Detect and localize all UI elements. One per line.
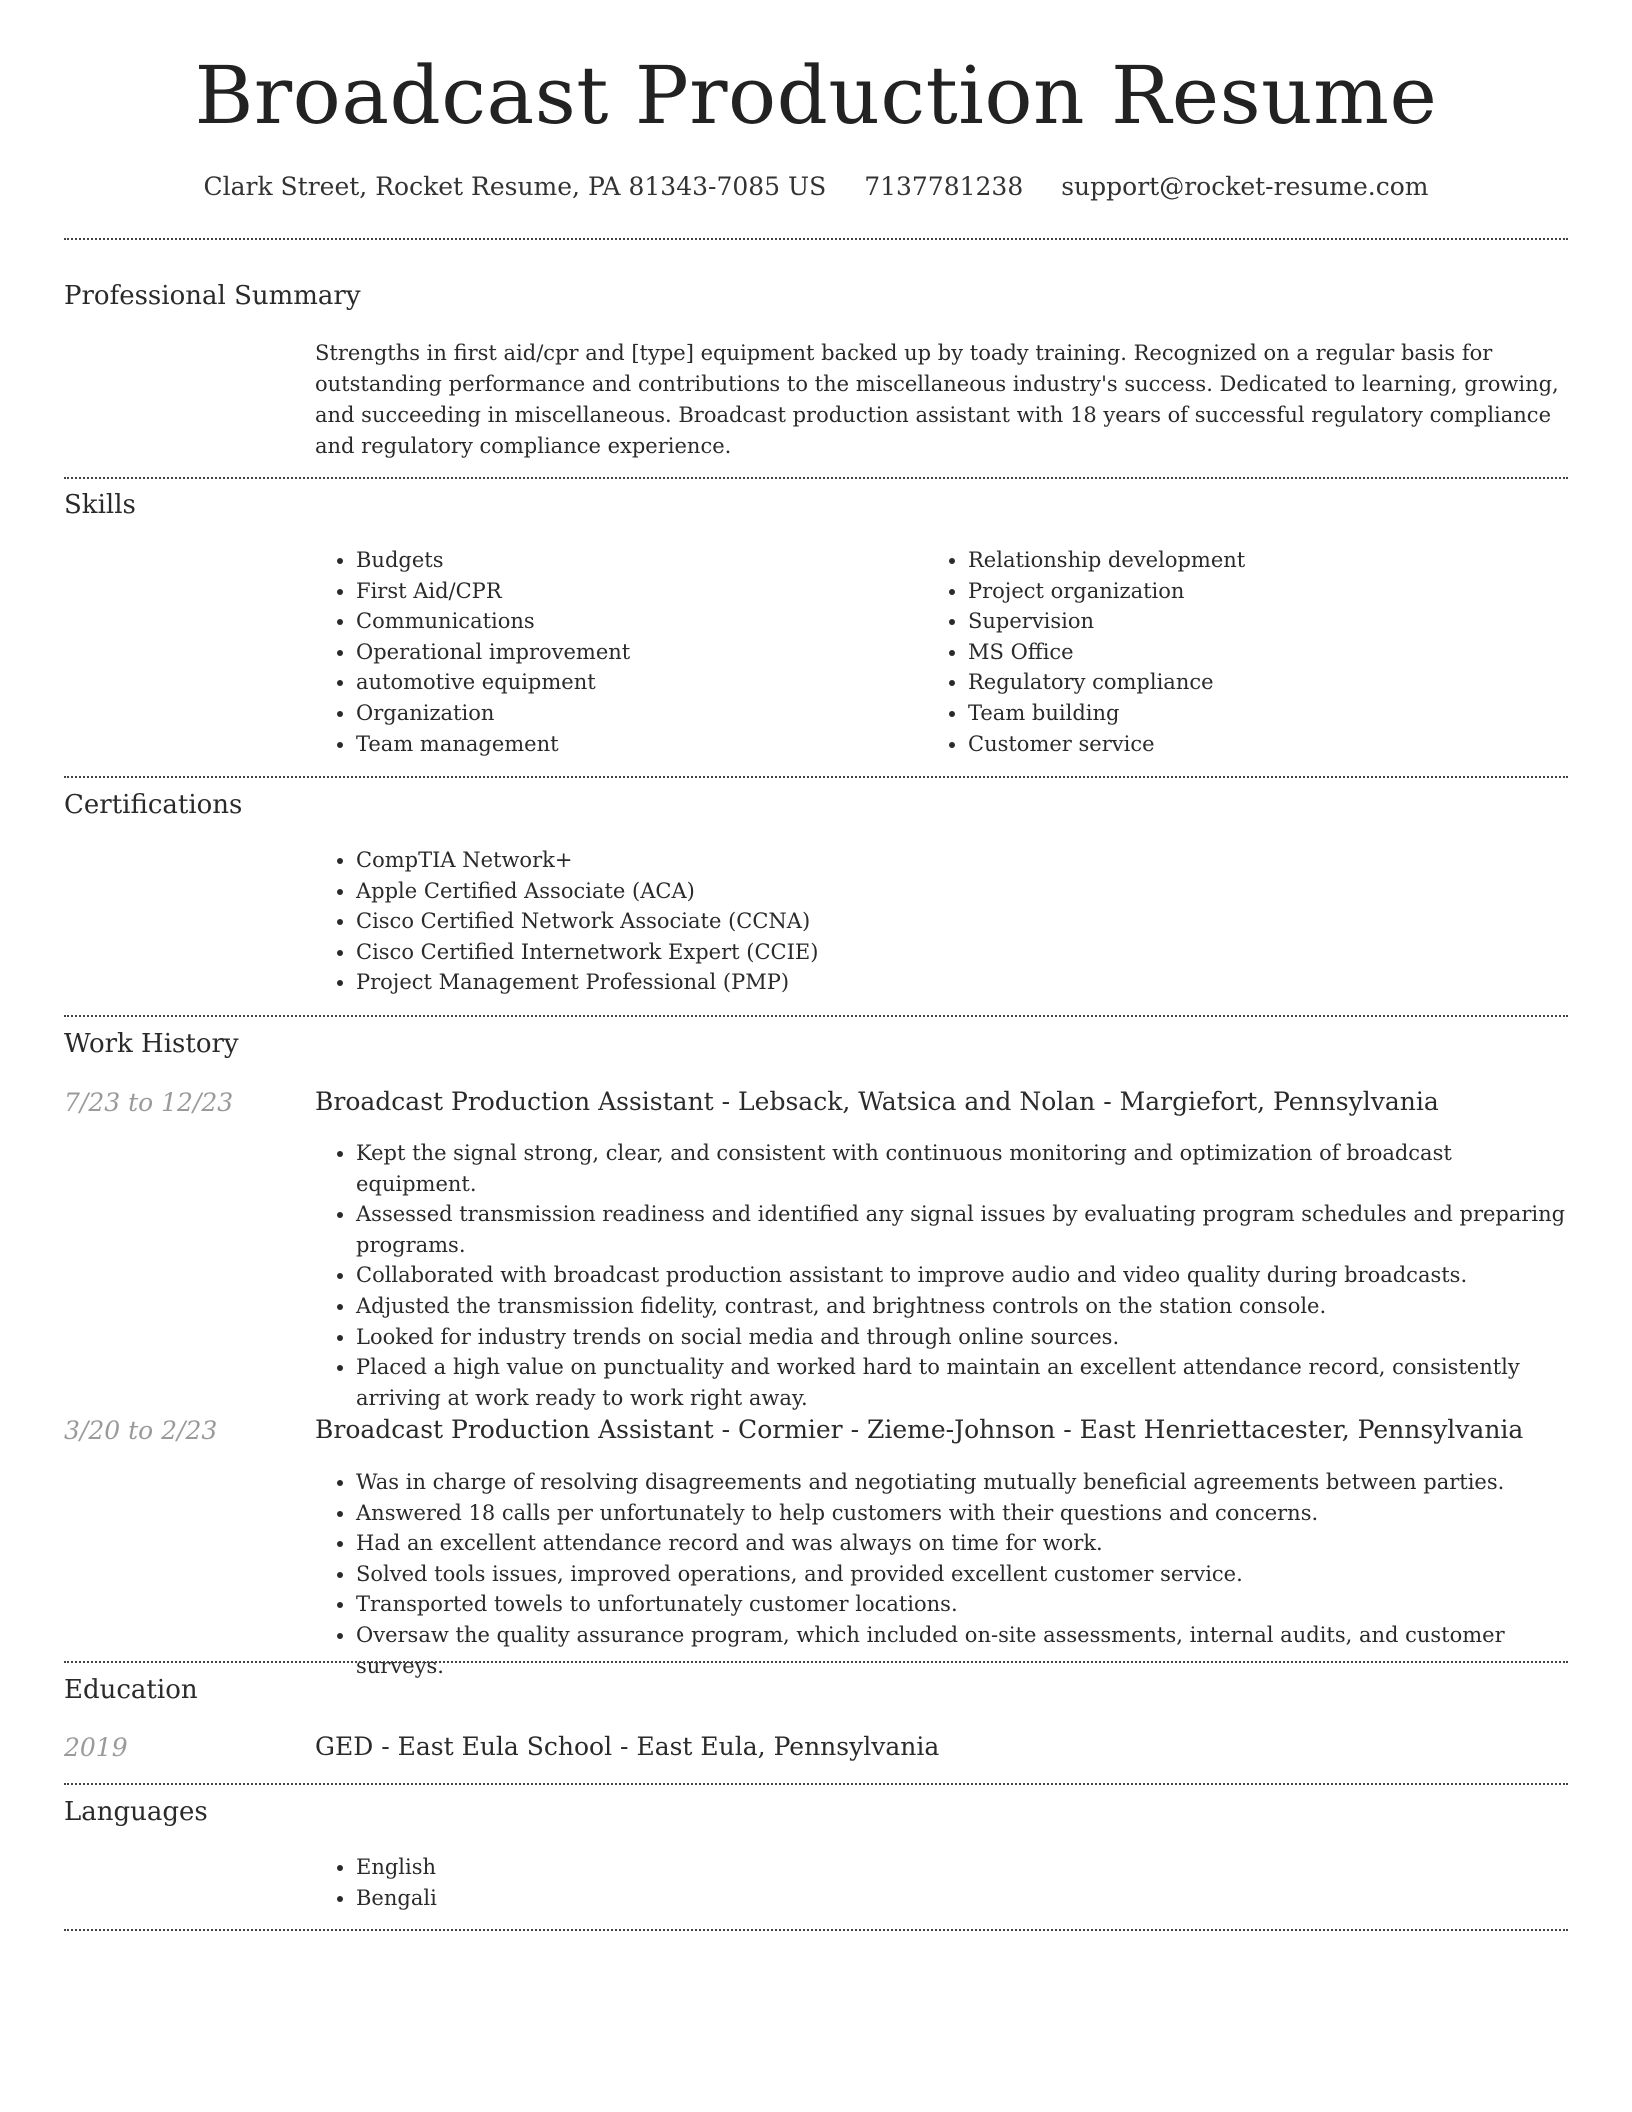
- job-dates: 3/20 to 2/23: [64, 1416, 218, 1445]
- job-title: Broadcast Production Assistant - Lebsack, Watsica and Nolan - Margiefort, Pennsylvania: [315, 1087, 1439, 1116]
- certification-item: • Cisco Certified Network Associate (CCNA): [356, 906, 818, 937]
- divider: [64, 1929, 1568, 1931]
- job-bullet: • Collaborated with broadcast production assistant to improve audio and video quality during broadcasts.: [356, 1260, 1576, 1291]
- job-bullet: • Placed a high value on punctuality and worked hard to maintain an excellent attendance record, consistently arriving at work ready to work right away.: [356, 1352, 1576, 1413]
- skills-list-left: [312, 545, 630, 759]
- languages-list: [312, 1852, 437, 1913]
- skill-item: • Project organization: [968, 576, 1245, 607]
- skill-item: • Team management: [356, 729, 630, 760]
- language-item: • Bengali: [356, 1883, 437, 1914]
- contact-line: [0, 172, 1632, 201]
- skill-item: • Relationship development: [968, 545, 1245, 576]
- contact-address: Clark Street, Rocket Resume, PA 81343-7085 US: [203, 172, 827, 201]
- contact-phone: 7137781238: [864, 172, 1024, 201]
- contact-email[interactable]: support@rocket-resume.com: [1061, 172, 1429, 201]
- certification-item: • Cisco Certified Internetwork Expert (CCIE): [356, 937, 818, 968]
- skill-item: • Operational improvement: [356, 637, 630, 668]
- skill-item: • Supervision: [968, 606, 1245, 637]
- job-bullet: • Transported towels to unfortunately customer locations.: [356, 1589, 1586, 1620]
- skill-item: • First Aid/CPR: [356, 576, 630, 607]
- divider: [64, 477, 1568, 479]
- job-bullet: • Assessed transmission readiness and identified any signal issues by evaluating program schedules and preparing programs.: [356, 1199, 1576, 1260]
- section-title-skills: Skills: [64, 490, 136, 520]
- language-item: • English: [356, 1852, 437, 1883]
- job-bullet: • Was in charge of resolving disagreements and negotiating mutually beneficial agreements between parties.: [356, 1467, 1586, 1498]
- job-bullet: • Answered 18 calls per unfortunately to help customers with their questions and concerns.: [356, 1498, 1586, 1529]
- skill-item: • MS Office: [968, 637, 1245, 668]
- skill-item: • Communications: [356, 606, 630, 637]
- section-title-work-history: Work History: [64, 1029, 239, 1059]
- certifications-list: [312, 845, 818, 998]
- certification-item: • Apple Certified Associate (ACA): [356, 876, 818, 907]
- divider: [64, 1783, 1568, 1785]
- section-title-languages: Languages: [64, 1797, 208, 1827]
- job-bullet: • Solved tools issues, improved operations, and provided excellent customer service.: [356, 1559, 1586, 1590]
- job-bullets: [312, 1138, 1576, 1413]
- certification-item: • CompTIA Network+: [356, 845, 818, 876]
- job-bullet: • Kept the signal strong, clear, and consistent with continuous monitoring and optimization of broadcast equipment.: [356, 1138, 1576, 1199]
- summary-text: Strengths in first aid/cpr and [type] equipment backed up by toady training. Recognized on a regular basis for outstanding performance and contributions to the miscellaneous industry's success. Dedicated to learning, growing, and succeeding in miscellaneous. Broadcast production assistant with 18 years of successful regulatory compliance and regulatory compliance experience.: [315, 341, 1559, 458]
- skills-list-right: [924, 545, 1245, 759]
- job-bullet: • Adjusted the transmission fidelity, contrast, and brightness controls on the station console.: [356, 1291, 1576, 1322]
- section-title-summary: Professional Summary: [64, 281, 361, 311]
- skill-item: • Customer service: [968, 729, 1245, 760]
- divider: [64, 1661, 1568, 1663]
- job-bullets: [312, 1467, 1586, 1681]
- skill-item: • Regulatory compliance: [968, 667, 1245, 698]
- job-dates: 7/23 to 12/23: [64, 1088, 234, 1117]
- skill-item: • Team building: [968, 698, 1245, 729]
- skill-item: • automotive equipment: [356, 667, 630, 698]
- education-year: 2019: [64, 1733, 128, 1762]
- education-entry: GED - East Eula School - East Eula, Pennsylvania: [315, 1732, 940, 1761]
- certification-item: • Project Management Professional (PMP): [356, 967, 818, 998]
- job-bullet: • Had an excellent attendance record and was always on time for work.: [356, 1528, 1586, 1559]
- job-title: Broadcast Production Assistant - Cormier - Zieme-Johnson - East Henriettacester, Pennsylvania: [315, 1415, 1524, 1444]
- job-bullet: • Looked for industry trends on social media and through online sources.: [356, 1322, 1576, 1353]
- section-title-education: Education: [64, 1675, 198, 1705]
- section-title-certifications: Certifications: [64, 790, 243, 820]
- job-bullet: • Oversaw the quality assurance program, which included on-site assessments, internal audits, and customer surveys.: [356, 1620, 1586, 1681]
- divider: [64, 238, 1568, 240]
- divider: [64, 1015, 1568, 1017]
- divider: [64, 776, 1568, 778]
- resume-title: Broadcast Production Resume: [194, 49, 1438, 142]
- skill-item: • Budgets: [356, 545, 630, 576]
- skill-item: • Organization: [356, 698, 630, 729]
